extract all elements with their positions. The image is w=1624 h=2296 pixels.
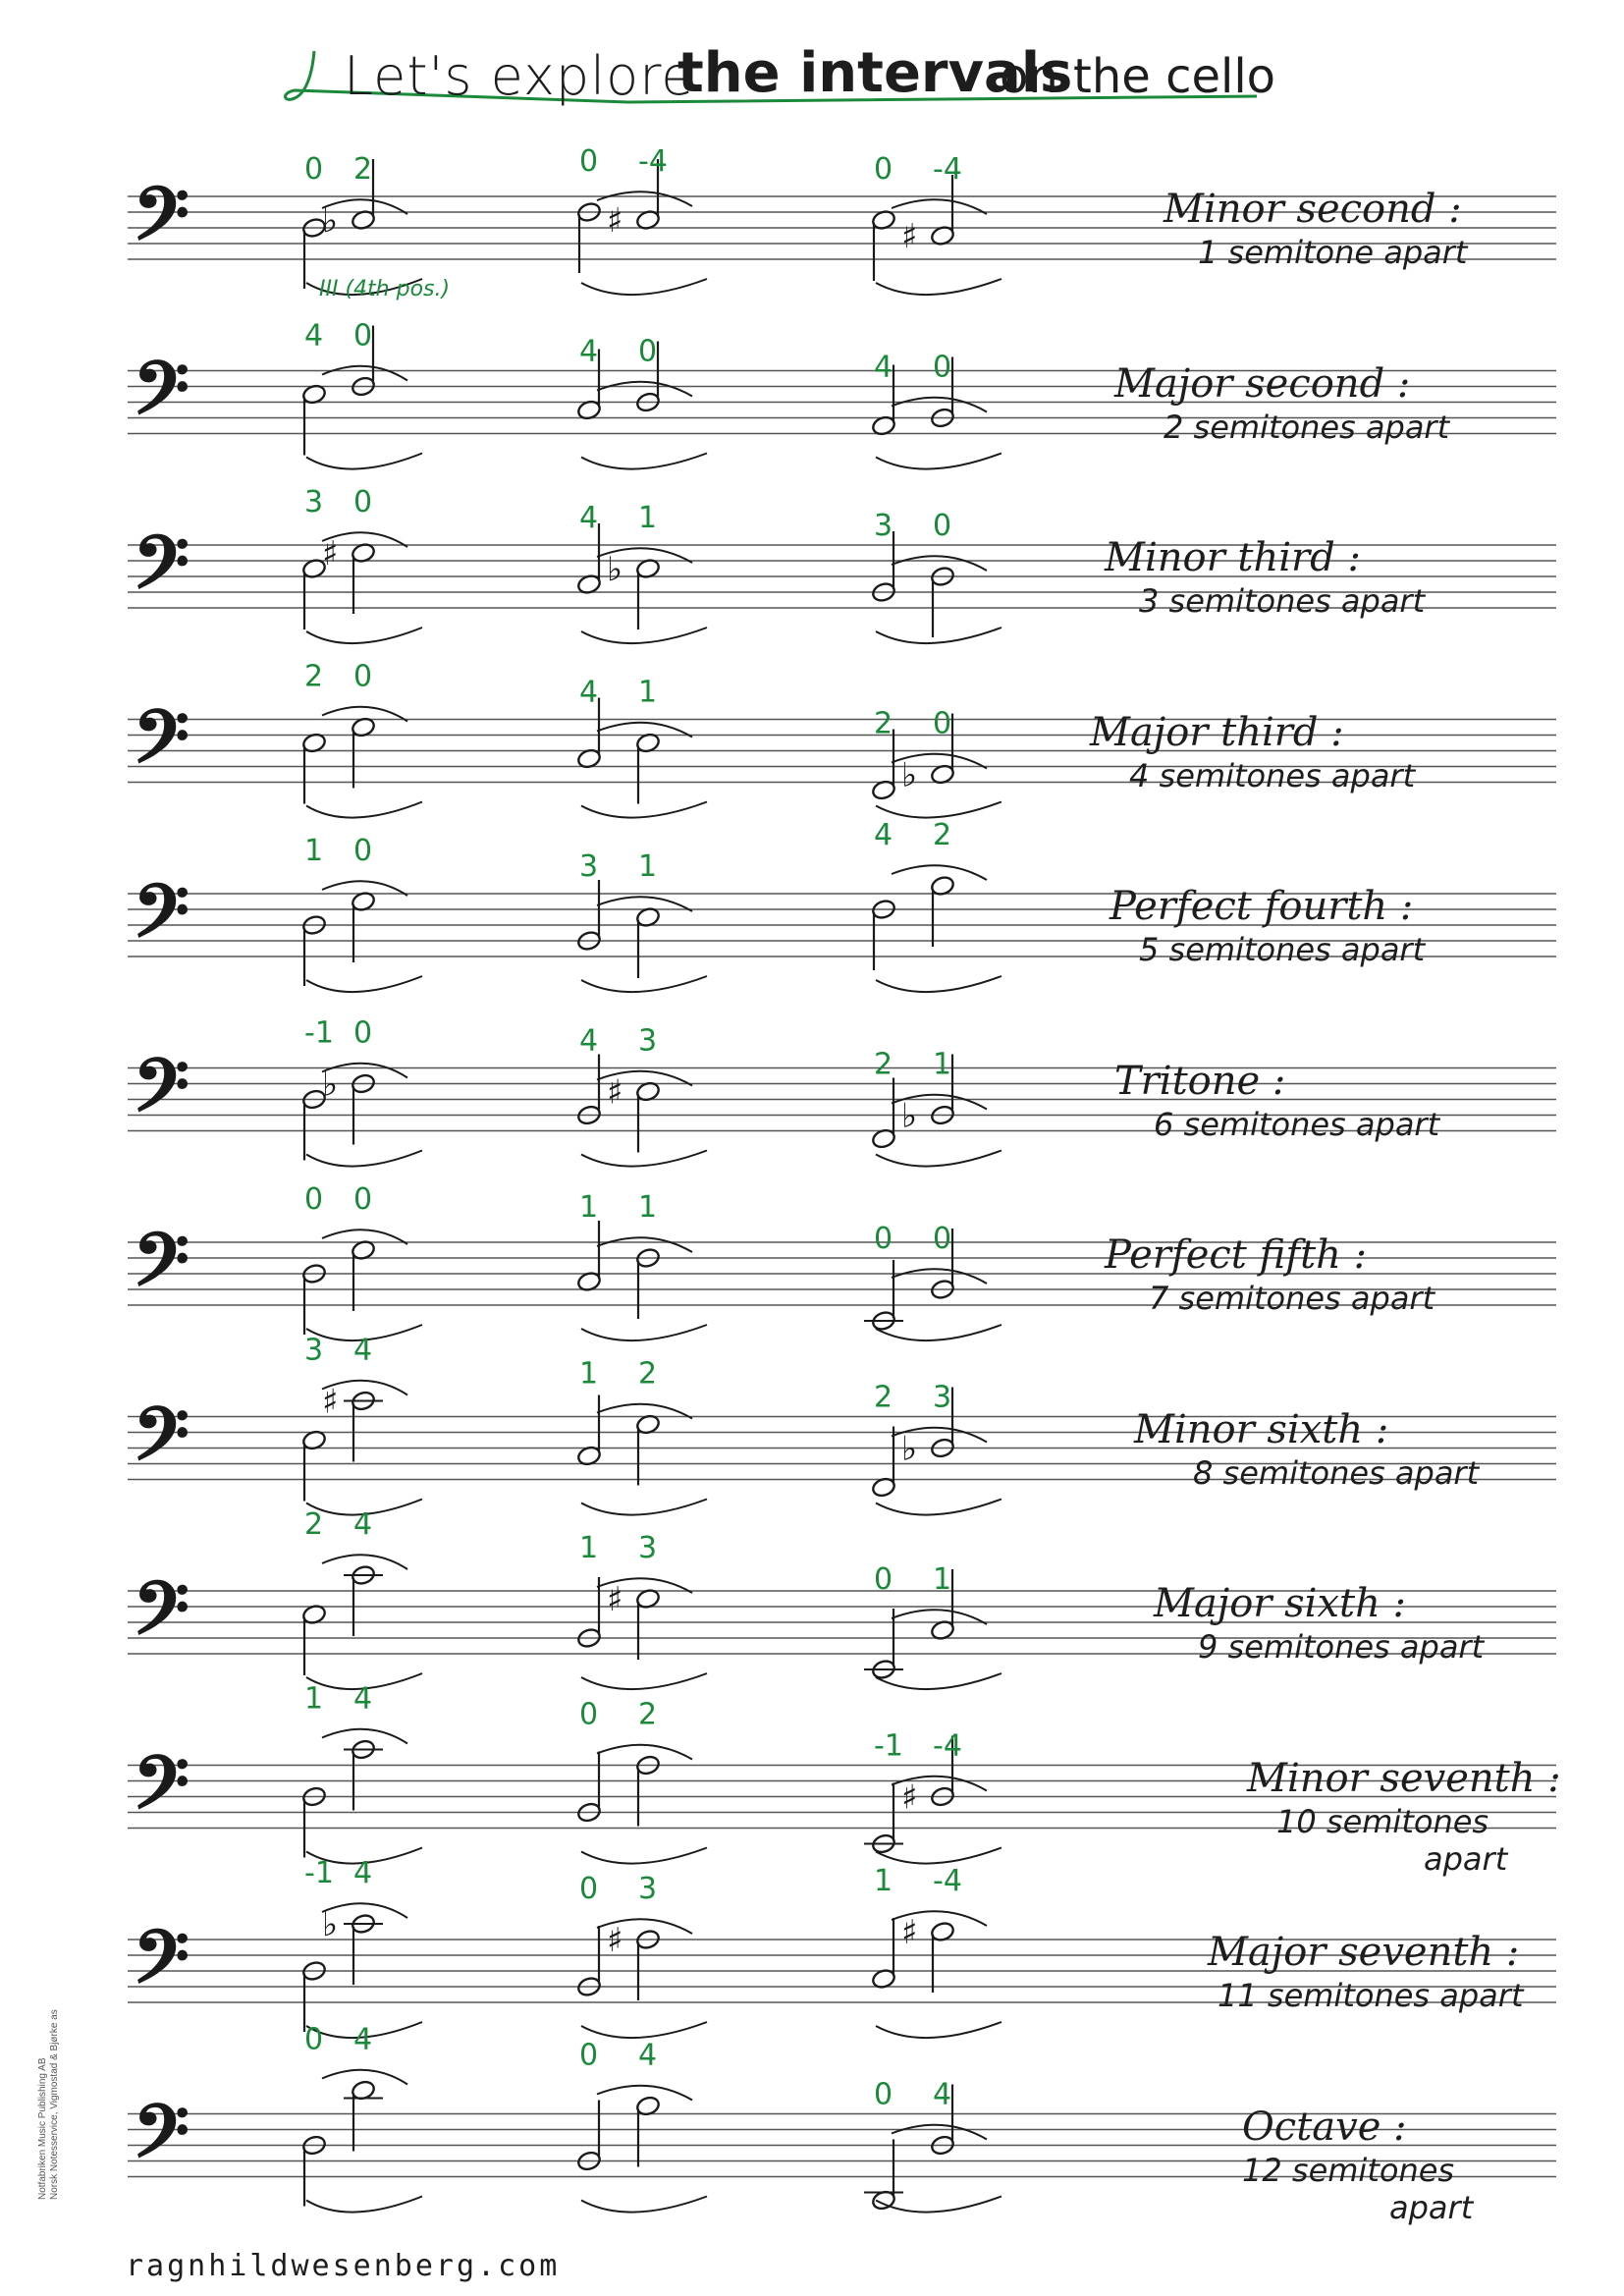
interval-example xyxy=(576,1531,707,1689)
accidental-icon: ♭ xyxy=(322,1905,339,1944)
fingering-number: 4 xyxy=(579,334,599,369)
interval-example xyxy=(871,351,1001,469)
publisher-note xyxy=(37,1905,61,2200)
interval-example xyxy=(576,2039,707,2213)
fingering-number: 0 xyxy=(353,485,373,519)
fingering-number: 0 xyxy=(353,1182,373,1217)
interval-example xyxy=(301,1182,422,1340)
fingering-number: 0 xyxy=(933,1222,952,1256)
slur-arc xyxy=(876,1500,1001,1515)
fingering-number: 1 xyxy=(638,675,658,710)
slur-arc xyxy=(876,976,1001,992)
interval-semitones: 10 semitones xyxy=(1276,1802,1489,1840)
title-emphasis: the intervals xyxy=(677,41,1073,105)
slur-arc xyxy=(581,279,707,295)
fingering-number: 4 xyxy=(353,1507,373,1542)
interval-semitones: 1 semitone apart xyxy=(1198,234,1468,271)
fingering-number: 1 xyxy=(874,1864,893,1898)
interval-example xyxy=(301,1334,422,1515)
fingering-number: 0 xyxy=(353,659,373,694)
interval-name: Perfect fifth : xyxy=(1105,1232,1368,1278)
fingering-number: 4 xyxy=(638,2038,658,2073)
fingering-number: 2 xyxy=(304,659,324,694)
fingering-number: -4 xyxy=(933,1728,962,1764)
fingering-number: -4 xyxy=(933,152,962,187)
fingering-number: 1 xyxy=(933,1047,952,1082)
fingering-number: 3 xyxy=(638,1023,658,1059)
interval-example xyxy=(864,1222,1001,1340)
slur-arc xyxy=(306,976,422,992)
bass-clef-icon: 𝄢 xyxy=(133,1042,189,1147)
accidental-icon: ♯ xyxy=(901,217,918,256)
fingering-number: 4 xyxy=(579,675,599,710)
slur-arc xyxy=(581,2022,707,2038)
title-prefix: Let's explore xyxy=(344,45,695,107)
interval-row xyxy=(128,1016,1556,1167)
slur-arc xyxy=(306,802,422,818)
interval-semitones: apart xyxy=(1424,1839,1508,1878)
fingering-number: 3 xyxy=(579,849,599,884)
interval-name: Octave : xyxy=(1242,2104,1407,2150)
fingering-number: 0 xyxy=(353,318,373,354)
interval-name: Minor sixth : xyxy=(1134,1406,1389,1452)
interval-example xyxy=(576,1357,707,1515)
fingering-number: 0 xyxy=(579,2038,599,2073)
fingering-number: 2 xyxy=(933,818,952,852)
fingering-number: 0 xyxy=(638,334,658,369)
fingering-number: 3 xyxy=(304,1333,324,1368)
fingering-number: 1 xyxy=(304,1681,324,1717)
bass-clef-icon: 𝄢 xyxy=(133,2088,189,2193)
fingering-number: 2 xyxy=(874,1047,893,1082)
fingering-number: 0 xyxy=(933,706,952,741)
accidental-icon: ♯ xyxy=(322,534,339,574)
interval-name: Major sixth : xyxy=(1154,1581,1407,1626)
publisher-line: Norsk Notesservice, Vigmostad & Bjørke as xyxy=(49,2009,60,2200)
bass-clef-icon: 𝄢 xyxy=(133,1739,189,1844)
interval-semitones: 7 semitones apart xyxy=(1149,1280,1435,1317)
fingering-number: 3 xyxy=(638,1531,658,1565)
slur-arc xyxy=(581,1325,707,1340)
fingering-number: 0 xyxy=(353,834,373,868)
interval-name: Minor second : xyxy=(1164,187,1462,232)
fingering-number: 0 xyxy=(874,1562,893,1597)
interval-example xyxy=(864,1562,1001,1689)
fingering-number: 2 xyxy=(353,152,373,187)
fingering-number: 4 xyxy=(353,2022,373,2057)
bass-clef-icon: 𝄢 xyxy=(133,519,189,624)
fingering-number: 3 xyxy=(874,509,893,543)
accidental-icon: ♯ xyxy=(607,201,623,241)
slur-arc xyxy=(581,2197,707,2213)
fingering-number: 0 xyxy=(933,509,952,543)
fingering-number: 0 xyxy=(304,152,324,187)
fingering-number: -4 xyxy=(638,144,668,179)
title-suffix: on the cello xyxy=(1000,49,1276,104)
interval-example xyxy=(576,501,707,643)
interval-semitones: 8 semitones apart xyxy=(1193,1453,1480,1492)
accidental-icon: ♯ xyxy=(607,1921,623,1960)
interval-example xyxy=(301,834,422,992)
interval-example xyxy=(576,849,707,992)
fingering-number: 1 xyxy=(579,1190,599,1225)
slur-arc xyxy=(581,1151,707,1167)
fingering-number: 4 xyxy=(579,501,599,535)
accidental-icon: ♭ xyxy=(607,550,623,589)
interval-name: Major seventh : xyxy=(1208,1930,1520,1975)
fingering-number: -1 xyxy=(304,1015,334,1051)
fingering-number: 1 xyxy=(933,1562,952,1597)
bass-clef-icon: 𝄢 xyxy=(133,1391,189,1496)
interval-semitones: 9 semitones apart xyxy=(1198,1628,1485,1666)
accidental-icon: ♯ xyxy=(607,1580,623,1619)
fingering-number: 1 xyxy=(638,1190,658,1225)
slur-arc xyxy=(581,454,707,469)
fingering-number: 0 xyxy=(304,2022,324,2057)
interval-example xyxy=(301,660,422,818)
slur-arc xyxy=(876,628,1001,643)
slur-arc xyxy=(306,454,422,469)
accidental-icon: ♭ xyxy=(901,1096,918,1136)
bass-clef-icon: 𝄢 xyxy=(133,1914,189,2018)
fingering-number: 2 xyxy=(638,1697,658,1732)
accidental-icon: ♭ xyxy=(322,1065,339,1105)
bass-clef-icon: 𝄢 xyxy=(133,1565,189,1669)
slur-arc xyxy=(581,1673,707,1689)
fingering-number: 4 xyxy=(933,2077,952,2112)
fingering-number: -4 xyxy=(933,1864,962,1898)
fingering-number: -1 xyxy=(304,1856,334,1890)
fingering-number: 0 xyxy=(579,144,599,179)
interval-name: Minor third : xyxy=(1105,535,1361,580)
fingering-number: 0 xyxy=(579,1872,599,1906)
slur-arc xyxy=(306,1151,422,1167)
page-title xyxy=(265,37,1296,126)
publisher-line: Notfabriken Music Publishing AB xyxy=(37,2057,48,2200)
interval-example xyxy=(576,1024,707,1167)
slur-arc xyxy=(876,279,1001,295)
slur-arc xyxy=(581,628,707,643)
fingering-number: 0 xyxy=(874,2077,893,2112)
slur-arc xyxy=(306,2197,422,2213)
fingering-number: 4 xyxy=(353,1856,373,1890)
interval-example xyxy=(871,818,1001,992)
interval-example xyxy=(576,144,707,295)
slur-arc xyxy=(876,454,1001,469)
fingering-number: 0 xyxy=(304,1182,324,1217)
interval-semitones: 5 semitones apart xyxy=(1139,931,1426,968)
fingering-number: 4 xyxy=(579,1023,599,1059)
interval-example xyxy=(301,319,422,469)
fingering-number: 3 xyxy=(933,1380,952,1415)
slur-arc xyxy=(876,1848,1001,1864)
interval-example xyxy=(871,1864,1001,2038)
slur-arc xyxy=(876,802,1001,818)
interval-example xyxy=(301,1016,422,1167)
slur-arc xyxy=(581,1500,707,1515)
fingering-number: 0 xyxy=(874,1222,893,1256)
bass-clef-icon: 𝄢 xyxy=(133,171,189,275)
interval-example xyxy=(301,2023,422,2213)
bass-clef-icon: 𝄢 xyxy=(133,1217,189,1321)
interval-example xyxy=(871,1048,1001,1167)
interval-semitones: apart xyxy=(1389,2188,1474,2226)
interval-semitones: 6 semitones apart xyxy=(1154,1105,1440,1143)
interval-name: Perfect fourth : xyxy=(1110,884,1414,929)
interval-example xyxy=(301,485,422,643)
fingering-number: 1 xyxy=(638,849,658,884)
fingering-number: 2 xyxy=(638,1356,658,1392)
fingering-number: 1 xyxy=(638,501,658,535)
accidental-icon: ♯ xyxy=(901,1777,918,1818)
interval-example xyxy=(871,152,1001,295)
interval-example xyxy=(301,1507,422,1689)
interval-semitones: 2 semitones apart xyxy=(1164,408,1450,446)
slur-arc xyxy=(876,1673,1001,1689)
slur-arc xyxy=(306,628,422,643)
interval-example xyxy=(871,707,1001,818)
interval-example xyxy=(576,676,707,818)
slur-arc xyxy=(581,802,707,818)
accidental-icon: ♯ xyxy=(322,1382,339,1422)
interval-example xyxy=(301,152,422,295)
fingering-number: 2 xyxy=(874,706,893,741)
fingering-number: 2 xyxy=(304,1507,324,1542)
accidental-icon: ♯ xyxy=(901,1913,918,1952)
fingering-number: 1 xyxy=(579,1531,599,1565)
slur-arc xyxy=(876,1151,1001,1167)
interval-example xyxy=(576,1190,707,1340)
fingering-number: 2 xyxy=(874,1380,893,1415)
slur-arc xyxy=(581,976,707,992)
fingering-number: 1 xyxy=(579,1356,599,1392)
accidental-icon: ♯ xyxy=(607,1072,623,1113)
fingering-number: 4 xyxy=(353,1333,373,1368)
slur-arc xyxy=(581,1848,707,1864)
accidental-icon: ♭ xyxy=(901,755,918,795)
fingering-number: 1 xyxy=(304,834,324,868)
interval-example xyxy=(301,1856,422,2038)
fingering-number: 4 xyxy=(353,1681,373,1717)
interval-name: Major second : xyxy=(1114,360,1411,407)
bass-clef-icon: 𝄢 xyxy=(133,868,189,972)
interval-name: Minor seventh : xyxy=(1247,1755,1561,1801)
interval-example xyxy=(301,1682,422,1864)
interval-semitones: 12 semitones xyxy=(1242,2151,1455,2189)
fingering-number: 3 xyxy=(304,485,324,519)
slur-arc xyxy=(876,2022,1001,2038)
interval-name: Tritone : xyxy=(1114,1058,1286,1104)
slur-arc xyxy=(876,1325,1001,1340)
fingering-number: 4 xyxy=(874,350,893,385)
fingering-number: 3 xyxy=(638,1872,658,1906)
fingering-number: 0 xyxy=(933,350,952,385)
fingering-number: 0 xyxy=(353,1015,373,1051)
fingering-number: 4 xyxy=(304,318,324,354)
position-note: III (4th pos.) xyxy=(319,277,451,301)
fingering-number: 4 xyxy=(874,818,893,852)
interval-semitones: 11 semitones apart xyxy=(1218,1977,1524,2014)
accidental-icon: ♭ xyxy=(901,1429,918,1469)
accidental-icon: ♭ xyxy=(322,201,339,241)
bass-clef-icon: 𝄢 xyxy=(133,693,189,798)
interval-semitones: 3 semitones apart xyxy=(1139,582,1426,620)
fingering-number: 0 xyxy=(874,152,893,187)
fingering-number: 0 xyxy=(579,1697,599,1732)
interval-name: Major third : xyxy=(1090,709,1344,755)
interval-semitones: 4 semitones apart xyxy=(1129,756,1416,794)
bass-clef-icon: 𝄢 xyxy=(133,345,189,450)
fingering-number: -1 xyxy=(874,1728,903,1764)
footer-url: ragnhildwesenberg.com xyxy=(126,2249,561,2283)
